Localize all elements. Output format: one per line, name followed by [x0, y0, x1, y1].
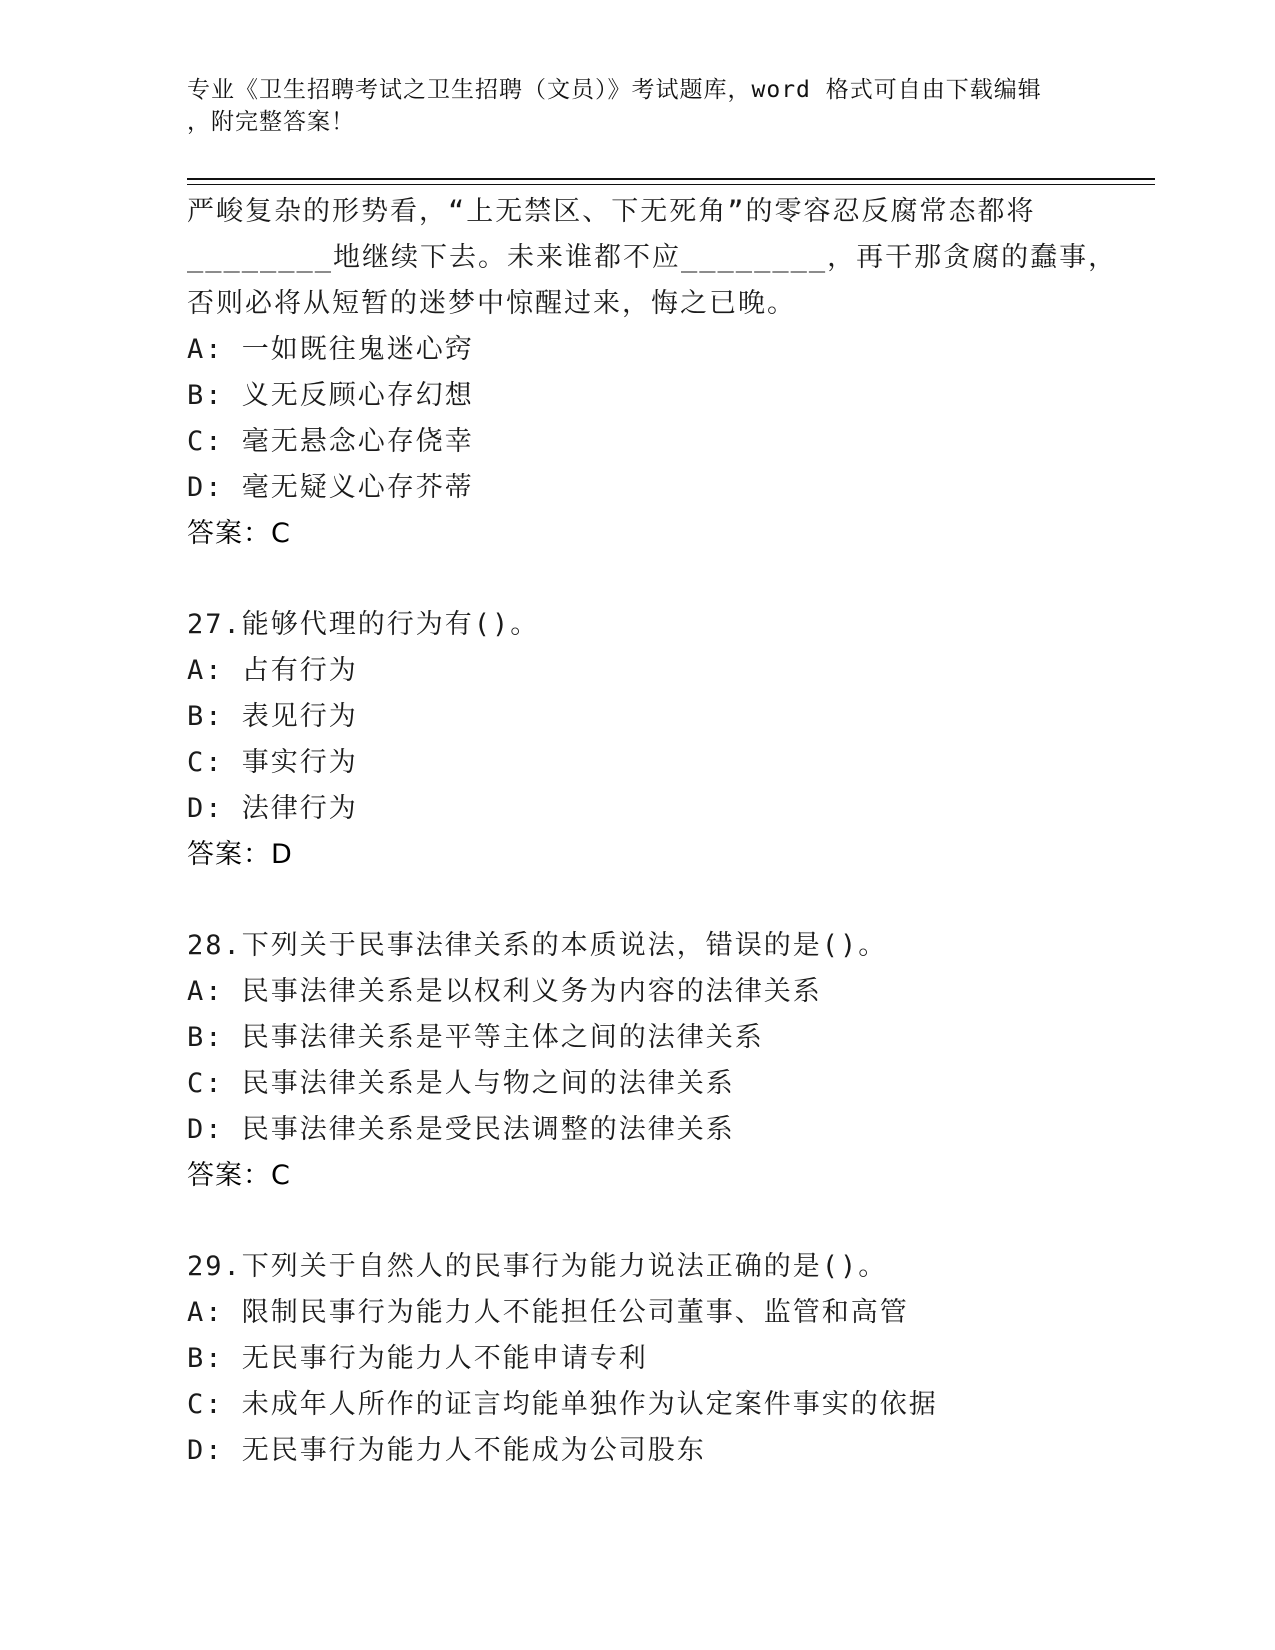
question-stem: 27.能够代理的行为有()。	[187, 609, 540, 640]
option-b: B: 义无反顾心存幻想	[187, 380, 474, 411]
spacer	[187, 557, 1137, 602]
option-c: C: 未成年人所作的证言均能单独作为认定案件事实的依据	[187, 1389, 938, 1420]
answer-label: 答案：D	[187, 839, 293, 870]
answer-label: 答案：C	[187, 1160, 291, 1191]
header-divider-thin	[187, 184, 1155, 185]
question-29	[187, 1244, 1137, 1474]
header-line-1: 专业《卫生招聘考试之卫生招聘（文员）》考试题库，word 格式可自由下载编辑	[187, 77, 1042, 103]
question-stem-line: 否则必将从短暂的迷梦中惊醒过来，悔之已晚。	[187, 288, 796, 319]
option-d: D: 无民事行为能力人不能成为公司股东	[187, 1435, 706, 1466]
question-26	[187, 189, 1137, 557]
option-d: D: 民事法律关系是受民法调整的法律关系	[187, 1114, 735, 1145]
option-c: C: 民事法律关系是人与物之间的法律关系	[187, 1068, 735, 1099]
option-a: A: 一如既往鬼迷心窍	[187, 334, 474, 365]
option-d: D: 法律行为	[187, 793, 358, 824]
question-stem-line: ________地继续下去。未来谁都不应________，再干那贪腐的蠢事，	[187, 242, 1118, 273]
option-a: A: 民事法律关系是以权利义务为内容的法律关系	[187, 976, 822, 1007]
option-a: A: 占有行为	[187, 655, 358, 686]
option-d: D: 毫无疑义心存芥蒂	[187, 472, 474, 503]
spacer	[187, 878, 1137, 923]
spacer	[187, 1199, 1137, 1244]
option-c: C: 毫无悬念心存侥幸	[187, 426, 474, 457]
question-list	[187, 189, 1137, 1474]
question-stem-line: 严峻复杂的形势看，“上无禁区、下无死角”的零容忍反腐常态都将	[187, 196, 1036, 227]
header-divider-thick	[187, 178, 1155, 180]
header-line-2: ，附完整答案！	[187, 109, 355, 135]
question-stem: 29.下列关于自然人的民事行为能力说法正确的是()。	[187, 1251, 888, 1282]
option-b: B: 无民事行为能力人不能申请专利	[187, 1343, 648, 1374]
option-b: B: 民事法律关系是平等主体之间的法律关系	[187, 1022, 764, 1053]
option-b: B: 表见行为	[187, 701, 358, 732]
question-stem: 28.下列关于民事法律关系的本质说法，错误的是()。	[187, 930, 888, 961]
document-header	[187, 74, 1067, 138]
option-c: C: 事实行为	[187, 747, 358, 778]
option-a: A: 限制民事行为能力人不能担任公司董事、监管和高管	[187, 1297, 909, 1328]
question-27	[187, 602, 1137, 878]
answer-label: 答案：C	[187, 518, 291, 549]
question-28	[187, 923, 1137, 1199]
